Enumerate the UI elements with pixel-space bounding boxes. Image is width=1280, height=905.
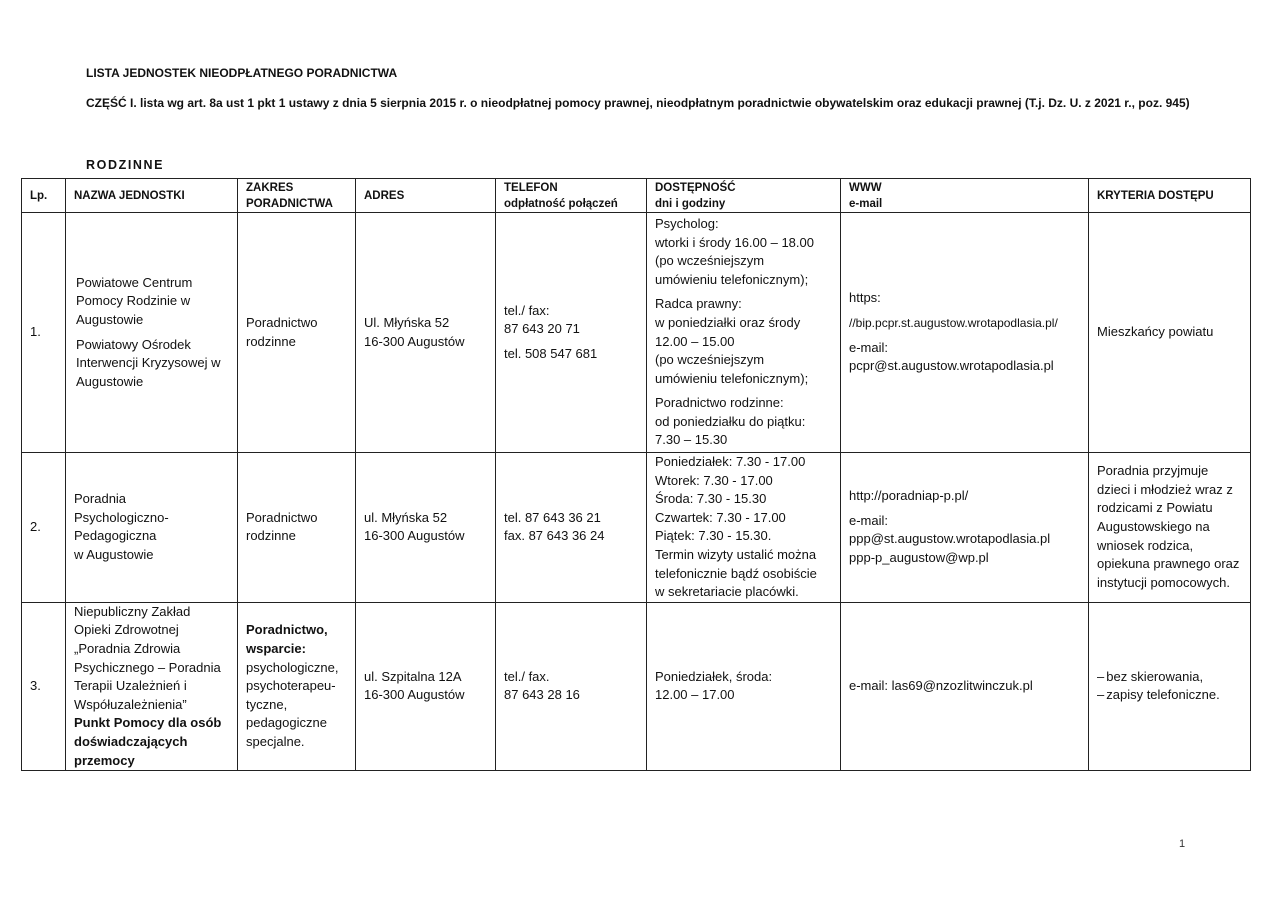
cell-nazwa <box>66 453 238 603</box>
section-heading: RODZINNE <box>86 158 165 172</box>
cell-adres <box>356 213 496 453</box>
cell-dostepnosc <box>647 602 841 770</box>
cell-www <box>841 453 1089 603</box>
hours-line: umówieniu telefonicznym); <box>655 370 809 386</box>
phone-number: 87 643 20 71 <box>504 321 580 337</box>
hours-line: Wtorek: 7.30 - 17.00 <box>655 472 773 488</box>
website-link[interactable]: http://poradniap-p.pl/ <box>849 488 969 504</box>
hours-line: Czwartek: 7.30 - 17.00 <box>655 509 786 525</box>
hours-line: telefonicznie bądź osobiście <box>655 565 817 581</box>
email-label: e-mail: <box>849 512 889 528</box>
unit-name-line: w Augustowie <box>74 546 154 562</box>
cell-telefon <box>496 602 647 770</box>
cell-telefon <box>496 213 647 453</box>
cell-lp: 3. <box>22 602 66 770</box>
document-title: LISTA JEDNOSTEK NIEODPŁATNEGO PORADNICTWA <box>86 66 398 80</box>
document-subtitle: CZĘŚĆ I. lista wg art. 8a ust 1 pkt 1 ustawy z dnia 5 sierpnia 2015 r. o nieodpłatnej pomocy prawnej, nieodpłatnym poradnictwie obywatelskim oraz edukacji prawnej (T.j. Dz. U. z 2021 r., poz. 945) <box>86 96 1190 110</box>
address-city: 16-300 Augustów <box>364 333 465 349</box>
header-zakres-line1: ZAKRES <box>246 181 294 194</box>
cell-www <box>841 213 1089 453</box>
cell-adres <box>356 453 496 603</box>
cell-www <box>841 602 1089 770</box>
cell-zakres: Poradnictwo rodzinne <box>238 213 356 453</box>
website-link[interactable]: https: <box>849 290 881 306</box>
phone-label: tel./ fax. <box>504 668 550 684</box>
scope-detail: psychologiczne, psychoterapeu-tyczne, pedagogiczne specjalne. <box>246 659 339 749</box>
header-lp-label: Lp. <box>30 189 48 202</box>
address-street: ul. Szpitalna 12A <box>364 668 462 684</box>
hours-line: Psycholog: <box>655 215 719 231</box>
header-www <box>841 179 1089 213</box>
header-telefon <box>496 179 647 213</box>
hours-line: Termin wizyty ustalić można <box>655 546 817 562</box>
header-lp <box>22 179 66 213</box>
phone-number: 87 643 28 16 <box>504 687 580 703</box>
criteria-item: – bez skierowania, <box>1097 668 1242 687</box>
header-kryteria-label: KRYTERIA DOSTĘPU <box>1097 189 1214 202</box>
cell-nazwa <box>66 213 238 453</box>
header-adres-label: ADRES <box>364 189 405 202</box>
units-table <box>21 178 1251 771</box>
table-row <box>22 213 1251 453</box>
cell-zakres: Poradnictwo rodzinne <box>238 453 356 603</box>
hours-line: Poniedziałek, środa: <box>655 668 773 684</box>
email-link[interactable]: pcpr@st.augustow.wrotapodlasia.pl <box>849 358 1054 374</box>
cell-dostepnosc <box>647 453 841 603</box>
cell-adres <box>356 602 496 770</box>
unit-name: Powiatowy Ośrodek Interwencji Kryzysowej w Augustowie <box>76 336 221 389</box>
hours-line: Środa: 7.30 - 15.30 <box>655 491 767 507</box>
header-www-line2: e-mail <box>849 197 883 210</box>
unit-name: Niepubliczny Zakład Opieki Zdrowotnej „Poradnia Zdrowia Psychicznego – Poradnia Terapii Uzależnień i Współuzależnienia” <box>74 603 221 712</box>
header-dostepnosc <box>647 179 841 213</box>
cell-telefon <box>496 453 647 603</box>
email-link[interactable]: ppp@st.augustow.wrotapodlasia.pl <box>849 531 1051 547</box>
cell-zakres <box>238 602 356 770</box>
address-city: 16-300 Augustów <box>364 528 465 544</box>
header-www-line1: WWW <box>849 181 882 194</box>
phone-number: tel. 87 643 36 21 <box>504 509 601 525</box>
cell-dostepnosc <box>647 213 841 453</box>
hours-line: Poniedziałek: 7.30 - 17.00 <box>655 454 806 469</box>
email-link[interactable]: e-mail: las69@nzozlitwinczuk.pl <box>849 678 1033 694</box>
hours-line: 12.00 – 15.00 <box>655 333 735 349</box>
header-telefon-line2: odpłatność połączeń <box>504 197 618 210</box>
cell-lp: 1. <box>22 213 66 453</box>
header-zakres-line2: PORADNICTWA <box>246 197 333 210</box>
unit-name-line: Poradnia <box>74 491 127 507</box>
email-link[interactable]: ppp-p_augustow@wp.pl <box>849 549 989 565</box>
header-zakres <box>238 179 356 213</box>
hours-line: w sekretariacie placówki. <box>655 584 799 600</box>
cell-kryteria: Poradnia przyjmuje dzieci i młodzież wraz z rodzicami z Powiatu Augustowskiego na wniosek rodzica, opiekuna prawnego oraz instytucji pomocowych. <box>1089 453 1251 603</box>
criteria-item: – zapisy telefoniczne. <box>1097 686 1242 705</box>
website-link[interactable]: //bip.pcpr.st.augustow.wrotapodlasia.pl/ <box>849 315 1058 330</box>
unit-subname: Punkt Pomocy dla osób doświadczających przemocy <box>74 715 222 768</box>
header-kryteria <box>1089 179 1251 213</box>
header-telefon-line1: TELEFON <box>504 181 558 194</box>
fax-number: fax. 87 643 36 24 <box>504 528 605 544</box>
table-row <box>22 453 1251 603</box>
hours-line: Radca prawny: <box>655 296 742 312</box>
hours-line: (po wcześniejszym <box>655 253 765 269</box>
header-adres <box>356 179 496 213</box>
unit-name-line: Pedagogiczna <box>74 528 157 544</box>
hours-line: Poradnictwo rodzinne: <box>655 395 784 411</box>
hours-line: od poniedziałku do piątku: <box>655 413 806 429</box>
address-street: ul. Młyńska 52 <box>364 509 448 525</box>
header-nazwa-label: NAZWA JEDNOSTKI <box>74 189 185 202</box>
hours-line: w poniedziałki oraz środy <box>655 314 801 330</box>
address-city: 16-300 Augustów <box>364 687 465 703</box>
cell-kryteria <box>1089 602 1251 770</box>
hours-line: wtorki i środy 16.00 – 18.00 <box>655 234 814 250</box>
phone-number: tel. 508 547 681 <box>504 345 598 361</box>
page-number: 1 <box>1179 838 1186 850</box>
cell-lp: 2. <box>22 453 66 603</box>
hours-line: 12.00 – 17.00 <box>655 687 735 703</box>
hours-line: (po wcześniejszym <box>655 352 765 368</box>
hours-line: 7.30 – 15.30 <box>655 432 728 448</box>
cell-kryteria: Mieszkańcy powiatu <box>1089 213 1251 453</box>
header-dostepnosc-line1: DOSTĘPNOŚĆ <box>655 181 736 194</box>
email-label: e-mail: <box>849 339 889 355</box>
cell-nazwa <box>66 602 238 770</box>
scope-heading: Poradnictwo, wsparcie: <box>246 622 328 656</box>
address-street: Ul. Młyńska 52 <box>364 314 450 330</box>
hours-line: umówieniu telefonicznym); <box>655 271 809 287</box>
phone-label: tel./ fax: <box>504 302 550 318</box>
table-header-row <box>22 179 1251 213</box>
table-row <box>22 602 1251 770</box>
unit-name: Powiatowe Centrum Pomocy Rodzinie w Augustowie <box>76 274 193 327</box>
unit-name-line: Psychologiczno- <box>74 509 169 525</box>
hours-line: Piątek: 7.30 - 15.30. <box>655 528 772 544</box>
header-dostepnosc-line2: dni i godziny <box>655 197 726 210</box>
header-nazwa <box>66 179 238 213</box>
